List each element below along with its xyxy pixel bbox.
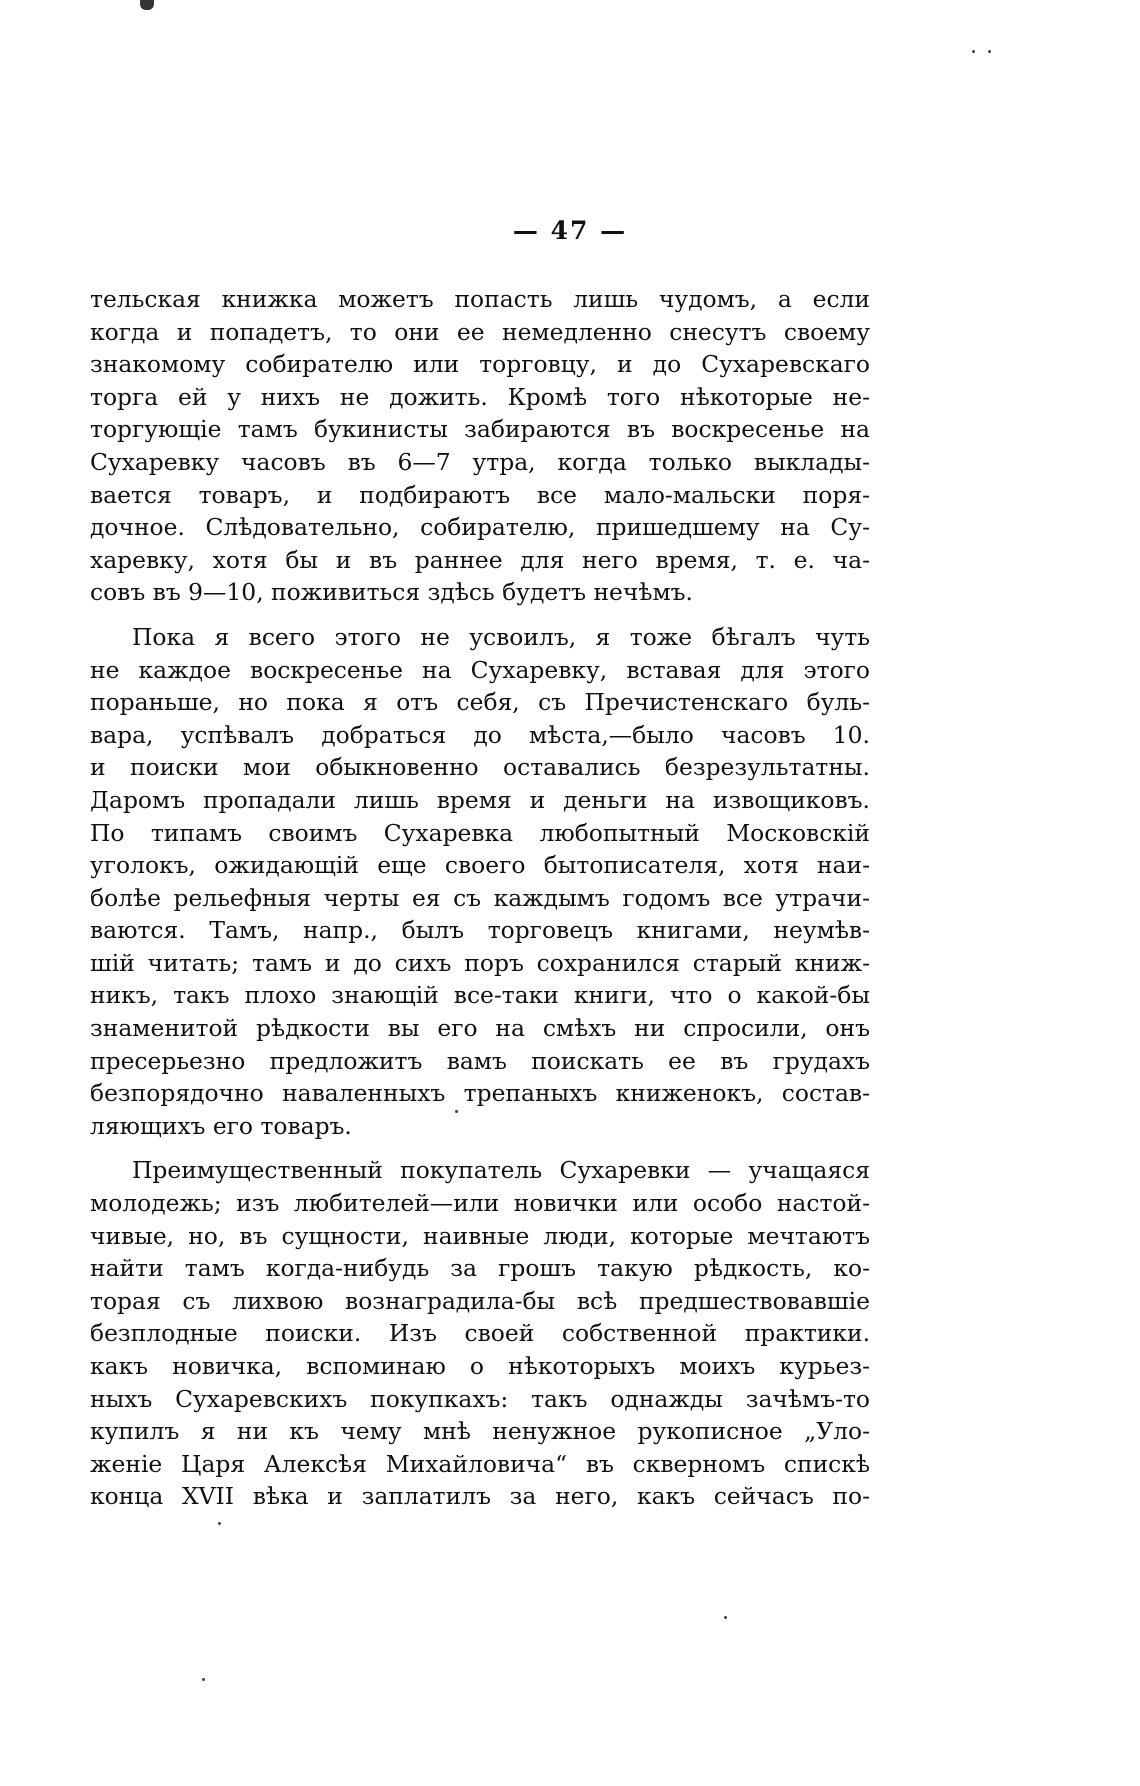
text-line: когда и попадетъ, то они ее немедленно снесутъ своему (90, 317, 870, 346)
text-line: ваются. Тамъ, напр., былъ торговецъ книгами, неумѣв- (90, 916, 870, 945)
text-line: пораньше, но пока я отъ себя, съ Пречистенскаго буль- (90, 688, 870, 717)
text-line: конца XVII вѣка и заплатилъ за него, какъ сейчасъ по- (90, 1482, 870, 1511)
text-line: Пока я всего этого не усвоилъ, я тоже бѣгалъ чуть (132, 622, 870, 651)
scan-speck (972, 50, 975, 53)
text-line: безплодные поиски. Изъ своей собственной практики. (90, 1319, 870, 1348)
text-line: женіе Царя Алексѣя Михайловича“ въ скверномъ спискѣ (90, 1449, 870, 1478)
scan-speck (218, 1522, 221, 1525)
scan-speck (724, 1616, 727, 1619)
text-line: харевку, хотя бы и въ раннее для него время, т. е. ча- (90, 545, 870, 574)
text-line: безпорядочно наваленныхъ трепаныхъ книженокъ, состав- (90, 1079, 870, 1108)
scan-speck (202, 1678, 205, 1681)
page-number: — 47 — (512, 216, 628, 245)
text-line: тельская книжка можетъ попасть лишь чудомъ, а если (90, 285, 870, 313)
text-line: чивые, но, въ сущности, наивные люди, которые мечтаютъ (90, 1221, 870, 1250)
text-line: торгующіе тамъ букинисты забираются въ воскресенье на (90, 415, 870, 444)
text-line: По типамъ своимъ Сухаревка любопытный Московскій (90, 818, 870, 847)
body-text (90, 283, 870, 1513)
text-line: пресерьезно предложитъ вамъ поискать ее въ грудахъ (90, 1046, 870, 1075)
scan-corner-mark (140, 0, 154, 10)
text-line: знакомому собирателю или торговцу, и до Сухаревскаго (90, 350, 870, 379)
text-line: вается товаръ, и подбираютъ все мало-мальски поря- (90, 480, 870, 509)
text-line: вара, успѣвалъ добраться до мѣста,—было часовъ 10. (90, 720, 870, 749)
text-line: ныхъ Сухаревскихъ покупкахъ: такъ однажды зачѣмъ-то (90, 1384, 870, 1413)
text-line: уголокъ, ожидающій еще своего бытописателя, хотя наи- (90, 851, 870, 880)
text-line: знаменитой рѣдкости вы его на смѣхъ ни спросили, онъ (90, 1014, 870, 1043)
scan-speck (988, 50, 991, 53)
text-line: болѣе рельефныя черты ея съ каждымъ годомъ все утрачи- (90, 883, 870, 912)
text-line: и поиски мои обыкновенно оставались безрезультатны. (90, 753, 870, 782)
text-line: торга ей у нихъ не дожить. Кромѣ того нѣкоторые не- (90, 382, 870, 411)
paragraph (90, 621, 870, 1143)
text-line: торая съ лихвою вознаградила-бы всѣ предшествовавшіе (90, 1286, 870, 1315)
text-line: найти тамъ когда-нибудь за грошъ такую рѣдкость, ко- (90, 1254, 870, 1283)
text-line: ляющихъ его товаръ. (90, 1111, 352, 1140)
text-line: не каждое воскресенье на Сухаревку, вставая для этого (90, 655, 870, 684)
text-line: молодежь; изъ любителей—или новички или особо настой- (90, 1189, 870, 1218)
text-line: Преимущественный покупатель Сухаревки — учащаяся (132, 1156, 870, 1185)
paragraph (90, 283, 870, 609)
text-line: дочное. Слѣдовательно, собирателю, пришедшему на Су- (90, 513, 870, 542)
text-line: совъ въ 9—10, поживиться здѣсь будетъ нечѣмъ. (90, 578, 693, 607)
text-line: Даромъ пропадали лишь время и деньги на извощиковъ. (90, 785, 870, 814)
text-line: Сухаревку часовъ въ 6—7 утра, когда только выклады- (90, 447, 870, 476)
paragraph (90, 1154, 870, 1513)
text-line: никъ, такъ плохо знающій все-таки книги, что о какой-бы (90, 981, 870, 1010)
text-line: купилъ я ни къ чему мнѣ ненужное рукописное „Уло- (90, 1417, 870, 1446)
text-line: шій читать; тамъ и до сихъ поръ сохранился старый книж- (90, 948, 870, 977)
text-line: какъ новичка, вспоминаю о нѣкоторыхъ моихъ курьез- (90, 1352, 870, 1380)
